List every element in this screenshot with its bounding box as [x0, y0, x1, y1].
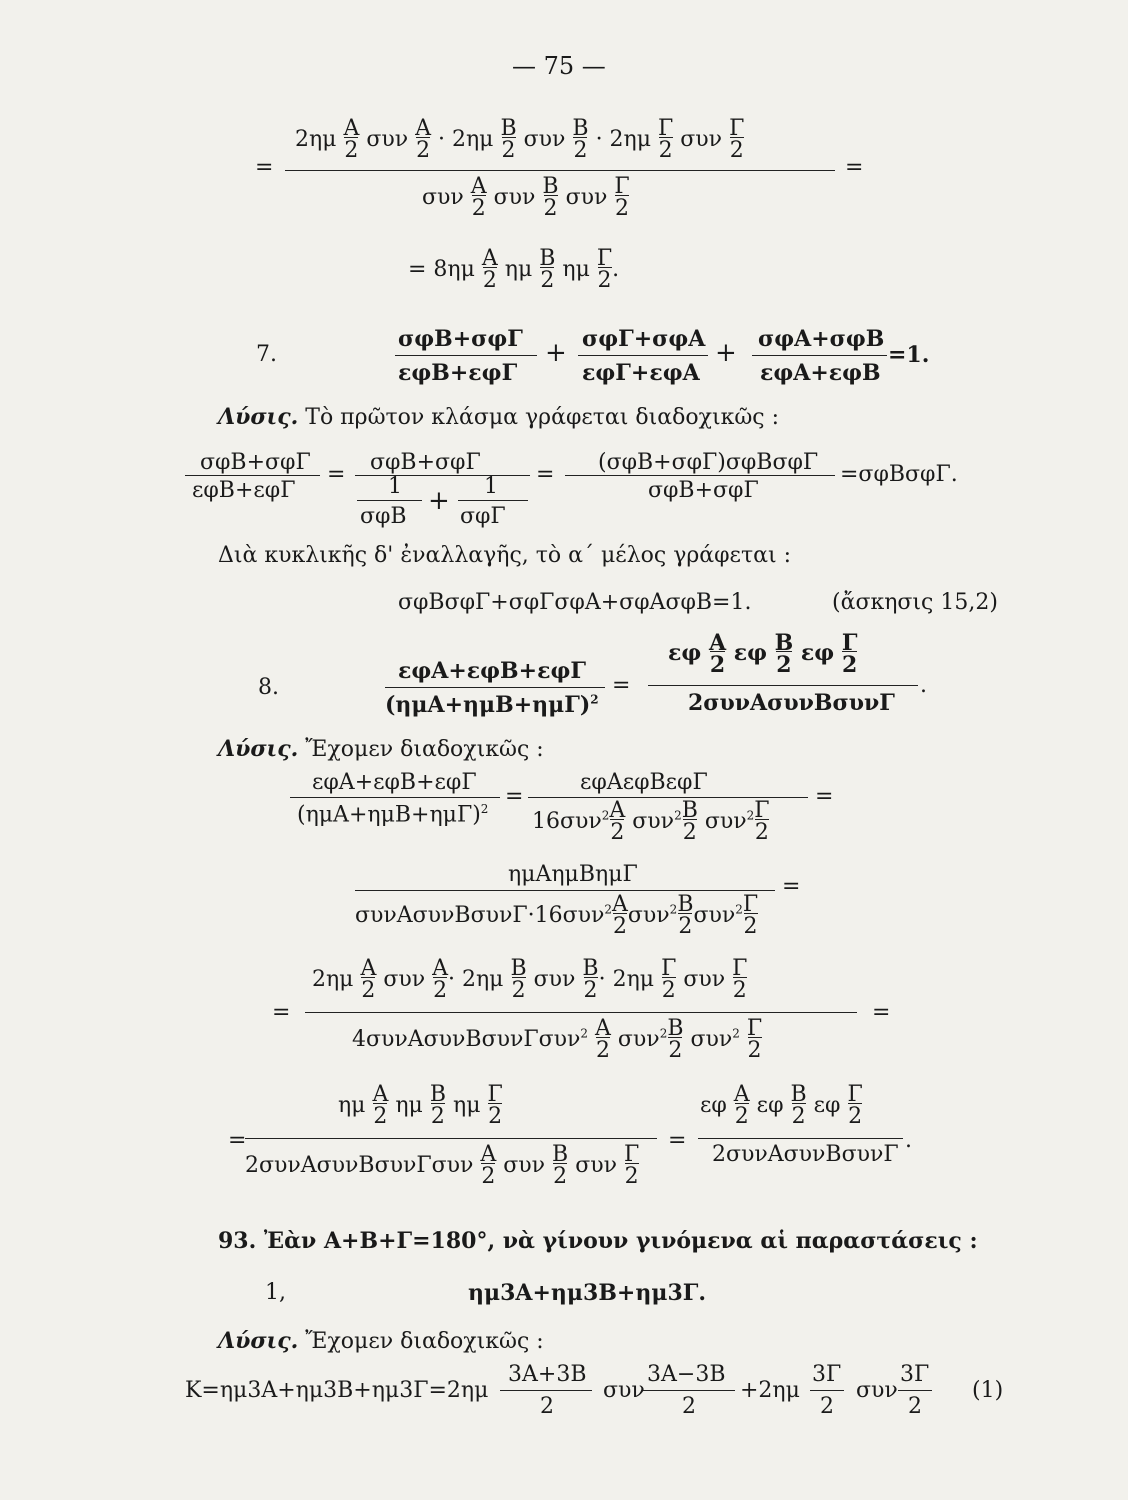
ex93-k-plus: +2ημ [740, 1378, 800, 1403]
ex7-l1-n2: σφB+σφΓ [370, 450, 481, 475]
ex93-k-sun1: συν [603, 1378, 645, 1403]
ex93-k-f4-den: 2 [908, 1394, 922, 1419]
ex93-k-f4-num: 3Γ [900, 1362, 930, 1387]
ex7-l1-n3: (σφB+σφΓ)σφBσφΓ [598, 450, 819, 475]
ex7-f1-den: εφB+εφΓ [398, 360, 518, 386]
ex93-item-label: 1, [265, 1280, 286, 1305]
block1-numerator: 2ημ A 2 συν A 2 · 2ημ B 2 συν B 2 · 2ημ Γ 2 συν Γ 2 [295, 116, 745, 163]
ex7-f2-num: σφΓ+σφA [582, 326, 706, 352]
ex7-l1-d2a: σφB [360, 504, 407, 529]
ex93-k-f1-den: 2 [540, 1394, 554, 1419]
ex7-f3-num: σφA+σφB [758, 326, 885, 352]
ex8-lhs-num: εφA+εφB+εφΓ [398, 658, 586, 684]
ex7-exercise-ref: (ἄσκησις 15,2) [832, 590, 998, 615]
ex93-k-f3-num: 3Γ [812, 1362, 842, 1387]
ex8-s4-den: 2συνAσυνBσυνΓσυν A 2 συν B 2 συν Γ 2 [245, 1142, 640, 1189]
ex7-l1-d3: σφB+σφΓ [648, 478, 759, 503]
ex7-cyclic-text: Διὰ κυκλικῆς δ' ἐναλλαγῆς, τὸ α΄ μέλος γράφεται : [218, 543, 792, 568]
ex8-s3-num: 2ημ A 2 συν A 2· 2ημ B 2 συν B 2· 2ημ Γ 2 συν Γ 2 [312, 956, 748, 1003]
ex93-solution-text: Ἔχομεν διαδοχικῶς : [305, 1329, 544, 1354]
block1-denominator: συν A 2 συν B 2 συν Γ 2 [422, 174, 630, 221]
ex7-l1-one-a: 1 [388, 474, 402, 499]
ex7-f2-den: εφΓ+εφA [582, 360, 700, 386]
ex7-f1-num: σφB+σφΓ [398, 326, 523, 352]
ex7-label: 7. [256, 342, 277, 367]
ex7-f3-den: εφA+εφB [760, 360, 881, 386]
ex7-solution-text: Τὸ πρῶτον κλάσμα γράφεται διαδοχικῶς : [305, 405, 779, 430]
ex93-k-eq-no: (1) [972, 1378, 1004, 1403]
ex93-k-f1-num: 3A+3B [508, 1362, 587, 1387]
ex8-s5-num: εφ A 2 εφ B 2 εφ Γ 2 [700, 1082, 863, 1129]
ex93-heading: 93. Ἐὰν A+B+Γ=180°, νὰ γίνουν γινόμενα αἱ παραστάσεις : [218, 1228, 978, 1254]
ex93-k-f2-den: 2 [682, 1394, 696, 1419]
ex7-l1-rhs: =σφBσφΓ. [840, 462, 958, 487]
ex8-s1-lnum: εφA+εφB+εφΓ [312, 770, 477, 795]
ex8-s1-rnum: εφAεφBεφΓ [580, 770, 708, 795]
ex93-k-lhs: K=ημ3A+ημ3B+ημ3Γ=2ημ [185, 1378, 489, 1403]
ex8-rhs-den: 2συνAσυνBσυνΓ [688, 690, 895, 716]
ex8-label: 8. [258, 675, 279, 700]
ex7-rhs: =1. [888, 342, 930, 368]
ex8-s2-num: ημAημBημΓ [508, 862, 638, 887]
ex7-cyclic-eq: σφBσφΓ+σφΓσφA+σφAσφB=1. [398, 590, 752, 615]
ex8-s4-num: ημ A 2 ημ B 2 ημ Γ 2 [338, 1082, 503, 1129]
ex93-solution-label: Λύσις. [218, 1328, 299, 1354]
ex93-item-expr: ημ3A+ημ3B+ημ3Γ. [468, 1280, 707, 1306]
ex8-solution-label: Λύσις. [218, 736, 299, 762]
ex7-solution-label: Λύσις. [218, 404, 299, 430]
ex8-solution-text: Ἔχομεν διαδοχικῶς : [305, 737, 544, 762]
ex93-k-sun2: συν [856, 1378, 898, 1403]
ex8-s2-den: συνAσυνBσυνΓ·16συν$^2$A 2συν$^2$B 2συν$^2$Γ 2 [355, 892, 759, 939]
ex7-l1-n1: σφB+σφΓ [200, 450, 311, 475]
ex8-s1-lden: $(\eta\mu A+\eta\mu B+\eta\mu\Gamma)^2$ [297, 802, 489, 828]
ex7-l1-d1: εφB+εφΓ [192, 478, 296, 503]
block1-result: = 8ημ A 2 ημ B 2 ημ Γ 2. [408, 246, 620, 293]
ex93-k-f3-den: 2 [820, 1394, 834, 1419]
ex8-s5-den: 2συνAσυνBσυνΓ [712, 1142, 899, 1167]
ex93-k-f2-num: 3A−3B [647, 1362, 726, 1387]
ex93-solution [218, 1328, 544, 1354]
ex8-s1-rden: 16συν$^2$A 2 συν$^2$B 2 συν$^2$Γ 2 [532, 798, 770, 845]
ex7-solution [218, 404, 779, 430]
ex8-lhs-den: $(\eta\mu A+\eta\mu B+\eta\mu\Gamma)^2$ [385, 692, 599, 718]
ex8-s3-den: 4συνAσυνBσυνΓσυν$^2$ A 2 συν$^2$B 2 συν$^2$ Γ 2 [352, 1016, 763, 1063]
ex8-solution [218, 736, 544, 762]
ex7-l1-d2b: σφΓ [460, 504, 506, 529]
ex8-rhs-num: εφ A 2 εφ B 2 εφ Γ 2 [668, 630, 858, 678]
ex7-l1-one-b: 1 [484, 474, 498, 499]
page-number: — 75 — [512, 52, 606, 80]
